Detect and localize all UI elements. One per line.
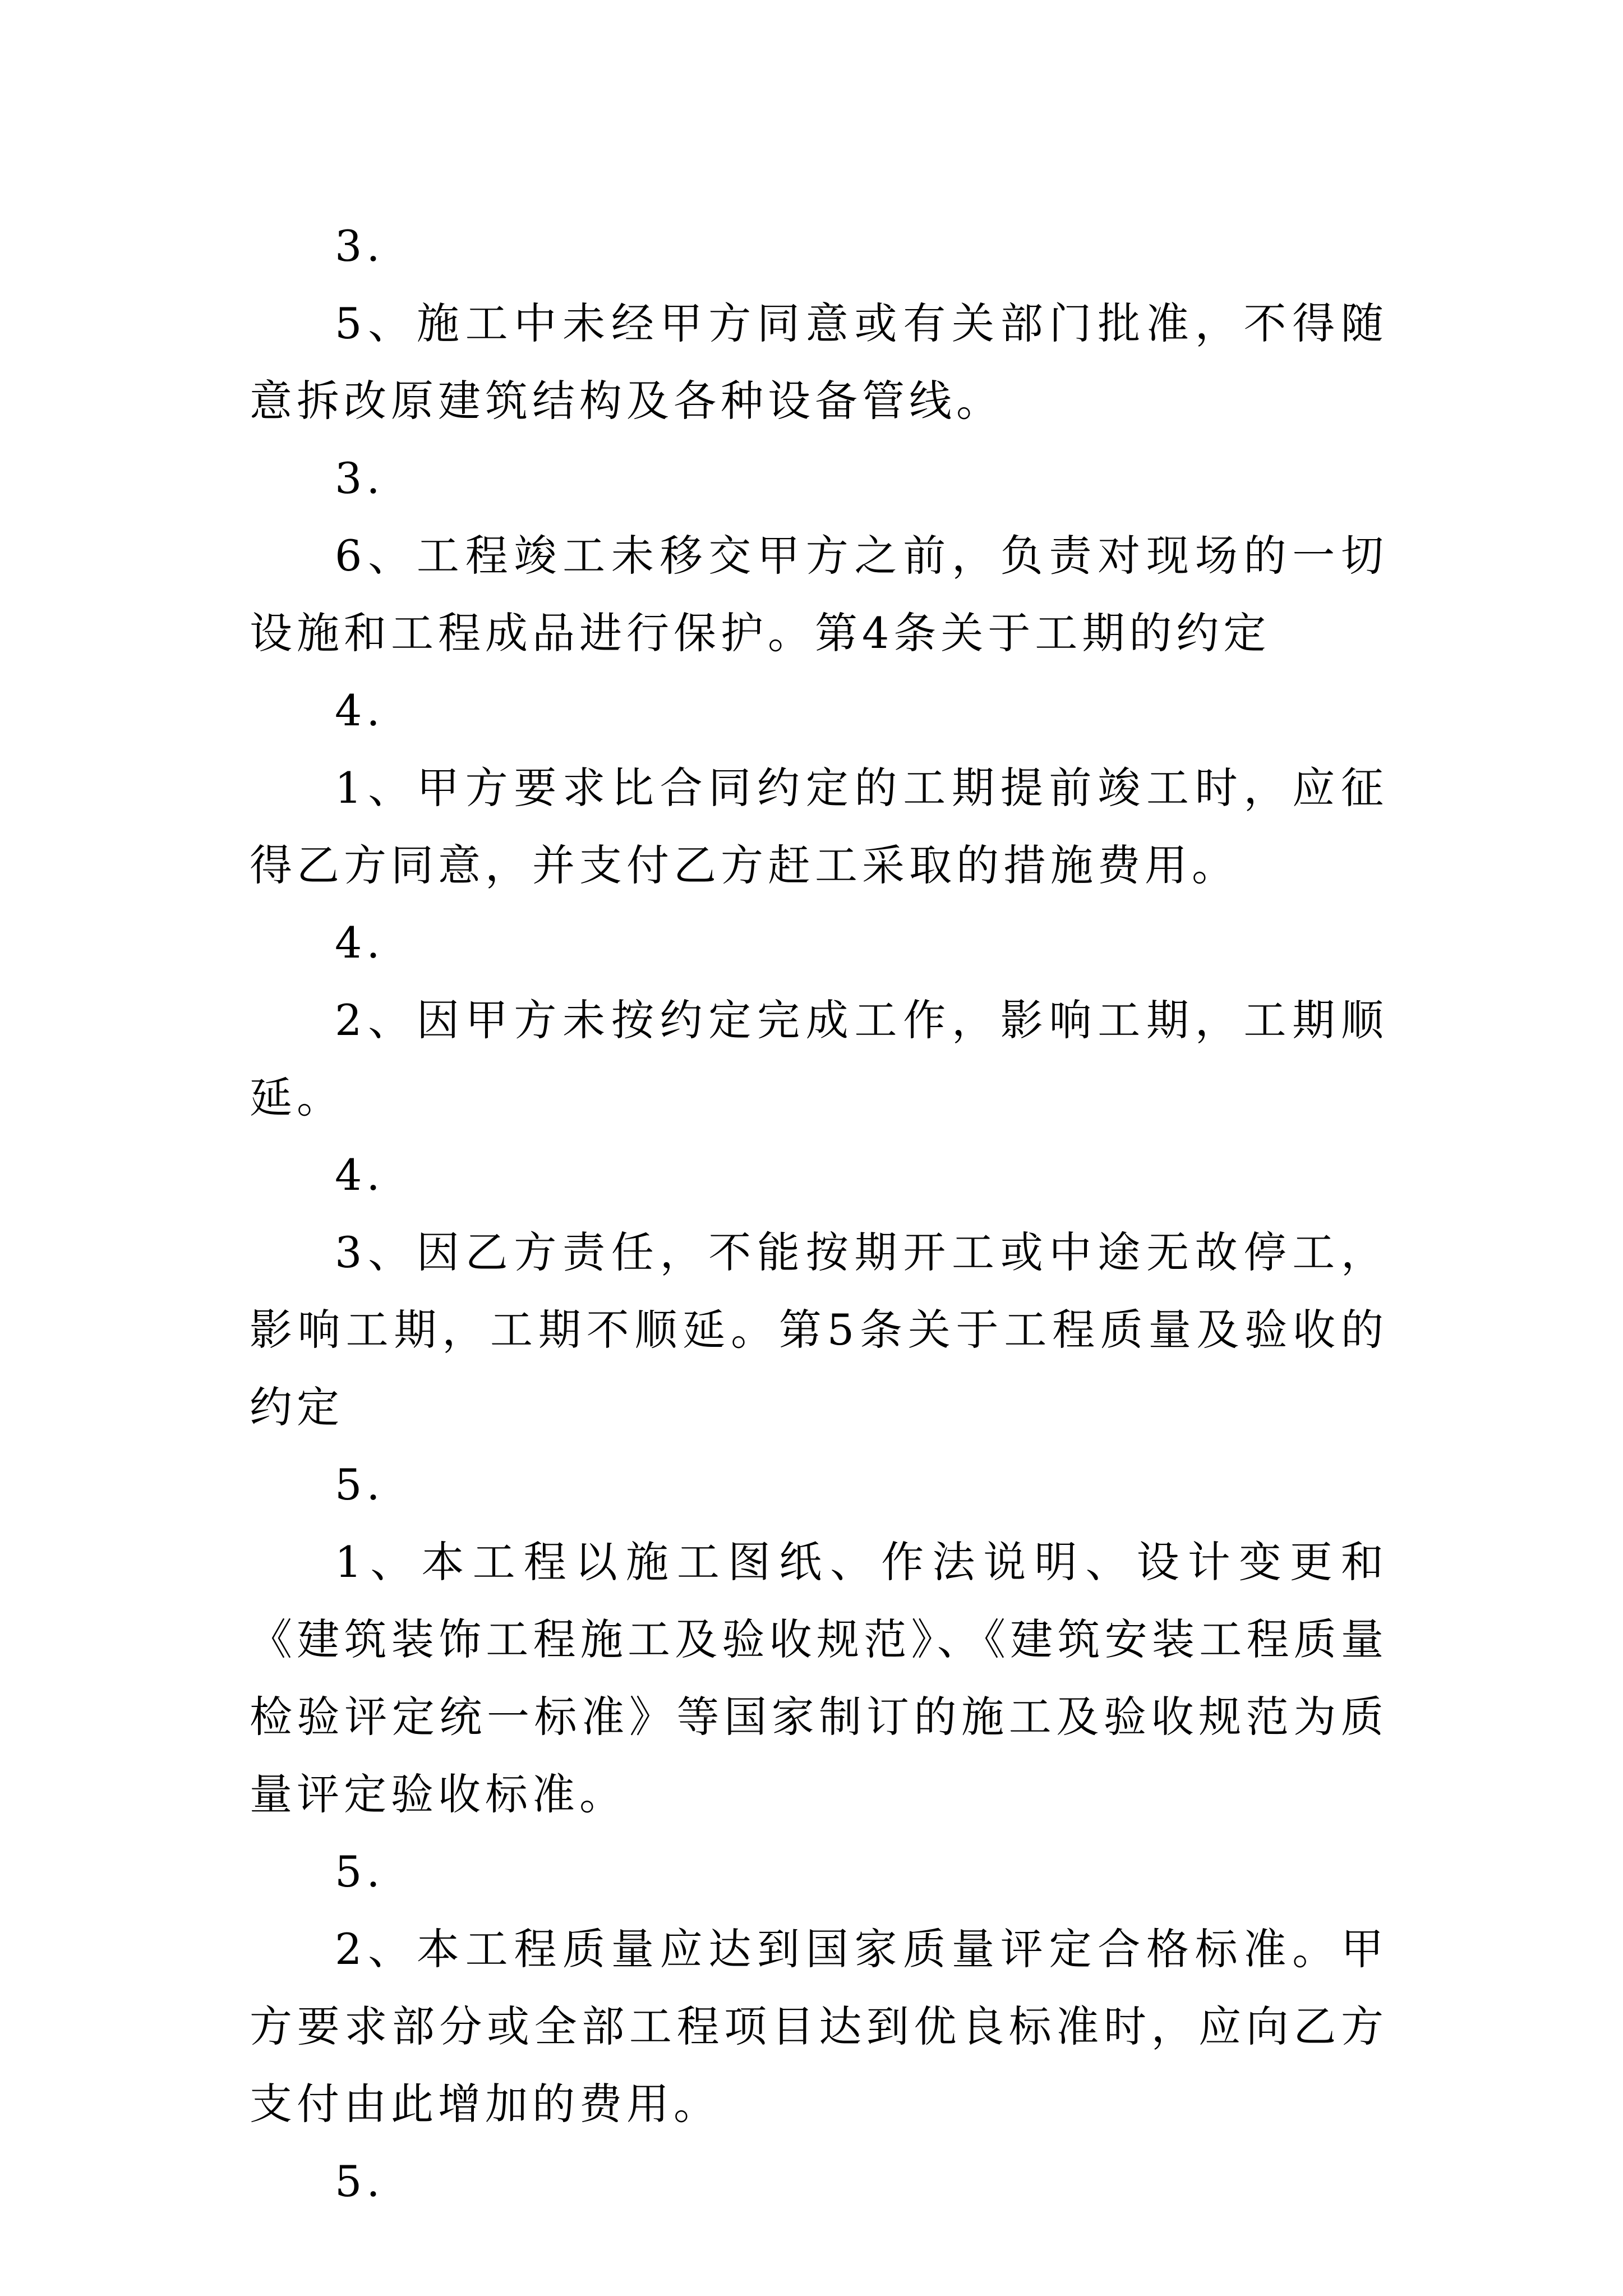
paragraph: 2、因甲方未按约定完成工作，影响工期，工期顺延。 (250, 995, 1388, 1122)
paragraph: 1、甲方要求比合同约定的工期提前竣工时，应征得乙方同意，并支付乙方赶工采取的措施费用。 (250, 763, 1388, 890)
paragraph: 3. (335, 221, 385, 271)
paragraph: 5. (335, 1847, 385, 1897)
paragraph: 5. (335, 1460, 385, 1510)
paragraph: 2、本工程质量应达到国家质量评定合格标准。甲方要求部分或全部工程项目达到优良标准时，应向乙方支付由此增加的费用。 (250, 1924, 1388, 2129)
paragraph: 1、本工程以施工图纸、作法说明、设计变更和《建筑装饰工程施工及验收规范》、《建筑安装工程质量检验评定统一标准》等国家制订的施工及验收规范为质量评定验收标准。 (250, 1537, 1388, 1819)
paragraph: 5. (335, 2156, 385, 2206)
paragraph: 4. (335, 918, 385, 968)
document-body (250, 208, 1388, 2220)
paragraph: 4. (335, 1150, 385, 1200)
paragraph: 3. (335, 453, 385, 503)
paragraph: 6、工程竣工未移交甲方之前，负责对现场的一切设施和工程成品进行保护。第4条关于工期的约定 (250, 531, 1388, 658)
paragraph: 5、施工中未经甲方同意或有关部门批准，不得随意拆改原建筑结构及各种设备管线。 (250, 298, 1388, 426)
paragraph: 4. (335, 685, 385, 735)
paragraph: 3、因乙方责任，不能按期开工或中途无故停工，影响工期，工期不顺延。第5条关于工程质量及验收的约定 (250, 1227, 1388, 1432)
